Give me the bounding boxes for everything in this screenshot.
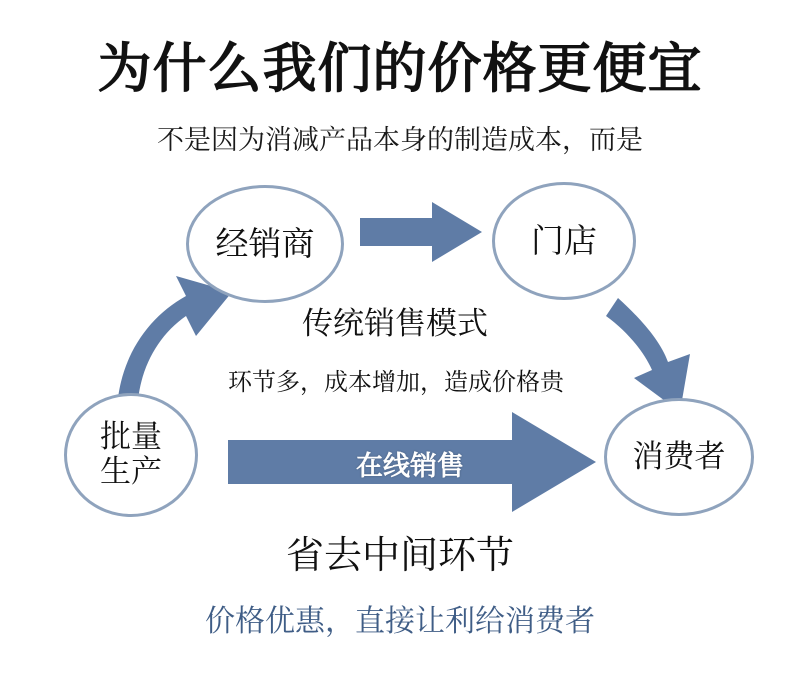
page-title: 为什么我们的价格更便宜 bbox=[97, 37, 703, 100]
node-dealer-label: 经销商 bbox=[215, 223, 315, 263]
arrow-dealer-to-store bbox=[360, 202, 482, 262]
node-batch-line2: 生产 bbox=[100, 454, 162, 490]
node-consumer-label: 消费者 bbox=[632, 438, 726, 475]
label-online-sales: 在线销售 bbox=[356, 451, 464, 482]
page-subtitle: 不是因为消减产品本身的制造成本，而是 bbox=[157, 125, 643, 156]
node-dealer bbox=[186, 185, 344, 303]
node-batch-production bbox=[64, 393, 198, 517]
node-consumer bbox=[604, 398, 754, 516]
node-batch-line1: 批量 bbox=[100, 419, 162, 456]
arrow-store-to-consumer bbox=[606, 298, 690, 412]
label-traditional-model: 传统销售模式 bbox=[302, 306, 488, 342]
node-store bbox=[492, 182, 636, 300]
label-traditional-cost: 环节多，成本增加，造成价格贵 bbox=[228, 368, 564, 396]
node-batch-production-label bbox=[100, 420, 162, 489]
footer-headline: 省去中间环节 bbox=[285, 533, 514, 577]
node-store-label: 门店 bbox=[531, 220, 597, 260]
footer-subline: 价格优惠，直接让利给消费者 bbox=[205, 604, 595, 639]
